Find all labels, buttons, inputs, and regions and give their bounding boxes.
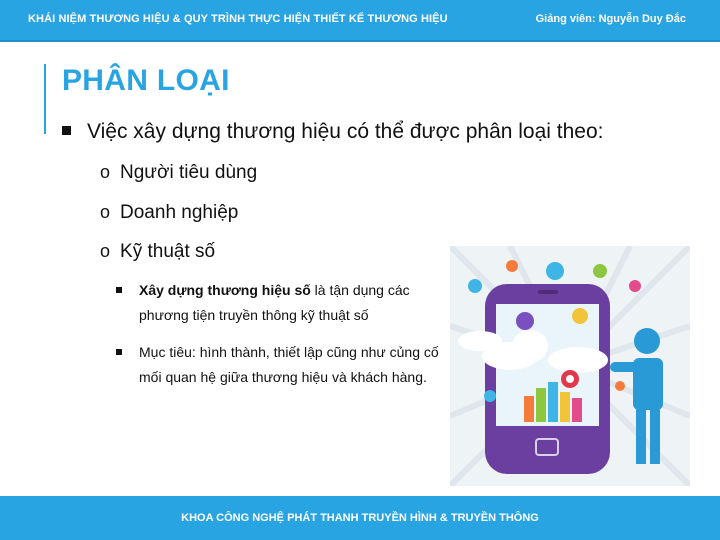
header-bar [0, 0, 720, 42]
circle-bullet-icon: o [100, 162, 111, 182]
sub-bullet-digital [100, 241, 215, 263]
sub-bullet-text: Người tiêu dùng [120, 162, 258, 183]
square-bullet-icon [62, 126, 71, 135]
sub-bullet-text: Doanh nghiệp [120, 202, 239, 223]
sub-bullet-consumer [100, 162, 257, 184]
slide-title: PHÂN LOẠI [62, 64, 230, 97]
square-bullet-icon [116, 349, 122, 355]
circle-bullet-icon: o [100, 202, 111, 222]
department-name: KHOA CÔNG NGHỆ PHÁT THANH TRUYỀN HÌNH & TRUYỀN THÔNG [181, 512, 539, 524]
detail-objective [116, 340, 439, 390]
lecturer-name: Giảng viên: Nguyễn Duy Đắc [535, 13, 686, 25]
location-pin-icon [561, 370, 579, 388]
sub-bullet-text: Kỹ thuật số [120, 241, 216, 262]
footer-bar [0, 496, 720, 540]
detail-bold-term: Xây dựng thương hiệu số [139, 282, 311, 298]
detail-rest: là tận dụng các phương tiện truyền thông kỹ thuật số [139, 282, 410, 323]
title-accent-bar [44, 64, 46, 134]
main-bullet-text: Việc xây dựng thương hiệu có thể được phân loại theo: [87, 120, 604, 143]
circle-bullet-icon: o [100, 241, 111, 261]
square-bullet-icon [116, 287, 122, 293]
detail-digital-branding [116, 278, 439, 328]
detail-text: Mục tiêu: hình thành, thiết lập cũng như củng cố mối quan hệ giữa thương hiệu và khách hàng. [139, 344, 439, 385]
main-bullet [62, 120, 604, 144]
course-title: KHÁI NIỆM THƯƠNG HIỆU & QUY TRÌNH THỰC HIỆN THIẾT KẾ THƯƠNG HIỆU [28, 13, 448, 25]
detail-text [139, 278, 439, 328]
digital-branding-illustration [450, 246, 690, 486]
sub-bullet-enterprise [100, 202, 238, 224]
phone [485, 284, 610, 474]
